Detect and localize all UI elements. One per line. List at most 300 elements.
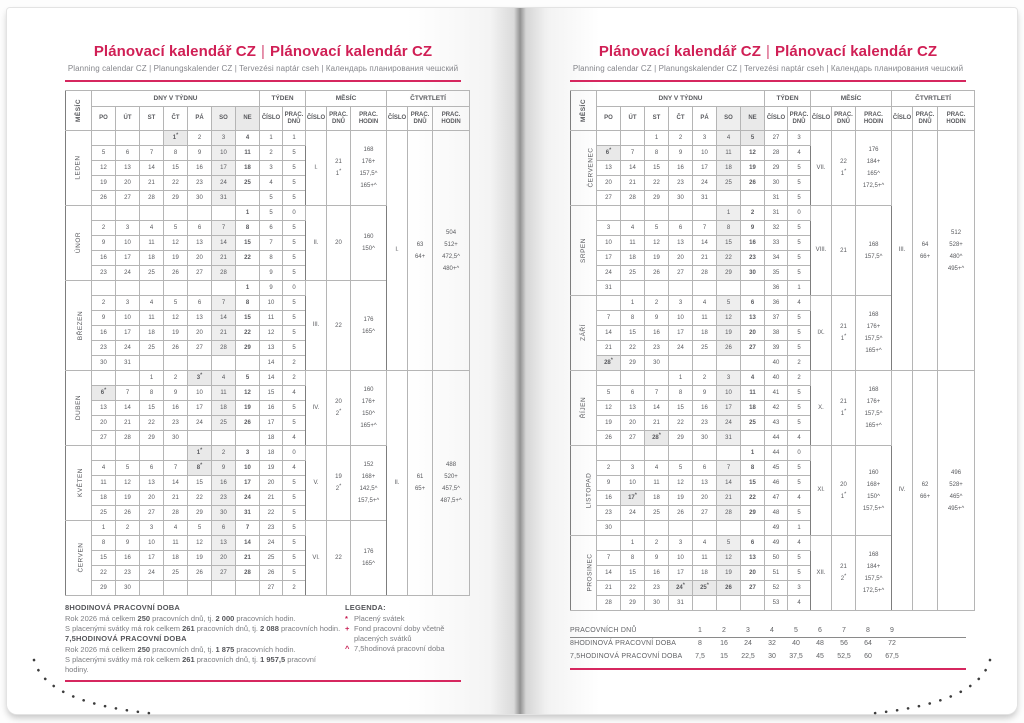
day-cell: 25	[645, 506, 669, 521]
day-cell: 28	[693, 266, 717, 281]
notes-line	[65, 655, 341, 675]
day-cell: 27	[693, 506, 717, 521]
day-cell: 14	[164, 476, 188, 491]
week-number-cell: 48	[765, 506, 788, 521]
day-cell: 31	[669, 596, 693, 611]
week-workdays-cell: 0	[283, 281, 306, 296]
month-workdays-cell: 21 1*	[327, 131, 351, 206]
day-cell: 2	[741, 206, 765, 221]
day-cell: 5	[188, 521, 212, 536]
day-cell: 21	[621, 176, 645, 191]
day-cell: 19	[188, 551, 212, 566]
day-cell: 22	[236, 251, 260, 266]
week-number-cell: 2	[260, 146, 283, 161]
week-number-cell: 32	[765, 221, 788, 236]
day-cell: 30	[597, 521, 621, 536]
day-cell-empty	[717, 596, 741, 611]
day-cell-empty	[597, 296, 621, 311]
month-workhours-cell: 168 176+ 157,5^ 165+^	[351, 131, 387, 206]
day-cell-empty	[188, 206, 212, 221]
day-cell: 27	[188, 266, 212, 281]
day-cell-empty	[741, 356, 765, 371]
day-cell-empty	[140, 446, 164, 461]
conversion-label: PRACOVNÍCH DNŮ	[570, 624, 688, 637]
day-cell: 7	[116, 386, 140, 401]
day-cell: 4	[140, 221, 164, 236]
day-cell: 25	[164, 566, 188, 581]
day-cell: 13	[621, 401, 645, 416]
conversion-value: 9	[880, 624, 904, 637]
table-head	[571, 91, 975, 131]
month-numeral-cell: XI.	[811, 446, 832, 536]
day-cell: 17	[597, 251, 621, 266]
week-workdays-cell: 5	[283, 491, 306, 506]
month-label-text: DUBEN	[75, 394, 83, 421]
day-cell-empty	[669, 206, 693, 221]
month-label	[66, 206, 92, 281]
week-workdays-cell: 4	[788, 491, 811, 506]
month-label	[571, 536, 597, 611]
week-workdays-cell: 5	[788, 476, 811, 491]
day-cell: 3	[621, 461, 645, 476]
month-label-text: ŘÍJEN	[580, 396, 587, 419]
conversion-value: 45	[816, 653, 824, 660]
day-cell: 23	[597, 506, 621, 521]
day-cell-empty	[212, 281, 236, 296]
day-cell: 18	[140, 326, 164, 341]
notes-line	[65, 624, 341, 634]
page-left-content	[65, 8, 461, 682]
week-row	[571, 371, 975, 386]
day-cell: 29	[188, 506, 212, 521]
month-numeral-cell: II.	[306, 206, 327, 281]
day-cell: 31	[693, 191, 717, 206]
day-cell: 9	[164, 386, 188, 401]
day-cell: 22	[621, 341, 645, 356]
days-group-header: DNY V TÝDNU	[92, 91, 260, 107]
notes-segment: pracovních dnů, tj.	[150, 614, 216, 623]
day-cell: 27	[140, 506, 164, 521]
day-cell: 1	[621, 536, 645, 551]
day-cell: 23	[92, 266, 116, 281]
week-workdays-cell: 0	[283, 206, 306, 221]
legend	[341, 603, 461, 675]
week-workdays-cell: 5	[283, 521, 306, 536]
day-cell: 11	[621, 236, 645, 251]
day-cell: 12	[188, 536, 212, 551]
month-workhours-cell: 160 168+ 150^ 157,5+^	[856, 446, 892, 536]
week-number-cell: 37	[765, 311, 788, 326]
notes-line	[65, 614, 341, 624]
day-cell: 16	[92, 251, 116, 266]
day-cell: 20	[693, 491, 717, 506]
day-cell: 5	[236, 371, 260, 386]
day-cell: 8	[621, 551, 645, 566]
week-number-cell: 39	[765, 341, 788, 356]
day-cell: 1	[669, 371, 693, 386]
page-right	[520, 8, 1017, 714]
conversion-value: 32	[768, 640, 776, 648]
day-cell: 25	[717, 176, 741, 191]
stat-column-header: ČÍSLO	[387, 107, 408, 131]
day-cell-empty	[621, 206, 645, 221]
month-label	[66, 281, 92, 371]
bottom-rule-right	[570, 668, 966, 670]
conversion-row	[570, 637, 966, 650]
notes-segment: 2 088	[260, 624, 279, 633]
day-cell: 18	[693, 326, 717, 341]
stat-column-header: ČÍSLO	[306, 107, 327, 131]
day-cell-empty	[741, 281, 765, 296]
day-cell: 24	[669, 341, 693, 356]
week-group-header: TÝDEN	[260, 91, 306, 107]
day-cell: 14	[717, 476, 741, 491]
day-cell: 8	[236, 296, 260, 311]
week-workdays-cell: 5	[283, 536, 306, 551]
stat-column-header: PRAC. HODIN	[856, 107, 892, 131]
day-cell: 31	[116, 356, 140, 371]
week-number-cell: 26	[260, 566, 283, 581]
week-number-cell: 8	[260, 251, 283, 266]
day-cell: 14	[597, 326, 621, 341]
day-cell: 25*	[693, 581, 717, 596]
day-cell: 14	[212, 311, 236, 326]
day-cell: 16	[669, 161, 693, 176]
day-cell: 8	[236, 221, 260, 236]
month-workhours-cell: 176 165^	[351, 281, 387, 371]
day-cell-empty	[92, 131, 116, 146]
day-cell-empty	[164, 356, 188, 371]
week-number-cell: 18	[260, 431, 283, 446]
month-workdays-cell: 19 2*	[327, 446, 351, 521]
day-name-header: NE	[741, 107, 765, 131]
day-cell: 26	[645, 266, 669, 281]
quarter-numeral-cell: III.	[892, 131, 913, 371]
day-cell: 30	[741, 266, 765, 281]
day-cell: 7	[236, 521, 260, 536]
day-cell: 8	[741, 461, 765, 476]
week-workdays-cell: 5	[788, 566, 811, 581]
day-cell-empty	[140, 581, 164, 596]
day-cell: 27	[669, 266, 693, 281]
day-cell: 22	[188, 491, 212, 506]
day-cell: 5	[92, 146, 116, 161]
week-workdays-cell: 4	[788, 296, 811, 311]
quarter-workhours-cell: 496 528+ 465^ 495+^	[938, 371, 975, 611]
week-number-cell: 11	[260, 311, 283, 326]
day-cell: 12	[645, 236, 669, 251]
day-cell: 12	[717, 551, 741, 566]
day-cell: 24	[116, 266, 140, 281]
week-workdays-cell: 2	[283, 371, 306, 386]
month-workdays-cell: 21	[832, 206, 856, 296]
legend-symbol: *	[345, 614, 348, 623]
day-cell: 11	[645, 476, 669, 491]
month-workdays-cell: 21 1*	[832, 296, 856, 371]
day-cell: 22	[645, 176, 669, 191]
day-cell: 14	[140, 161, 164, 176]
week-number-cell: 18	[260, 446, 283, 461]
day-cell-empty	[597, 131, 621, 146]
title-czech: Plánovací kalendář CZ	[598, 43, 761, 60]
legend-symbol: ^	[345, 644, 350, 653]
day-cell: 25	[92, 506, 116, 521]
day-cell-empty	[741, 431, 765, 446]
quarter-workdays-cell: 61 65+	[408, 371, 433, 596]
day-cell-empty	[164, 446, 188, 461]
month-label-text: BŘEZEN	[77, 310, 85, 340]
day-cell-empty	[645, 281, 669, 296]
month-numeral-cell: VIII.	[811, 206, 832, 296]
legend-text: 7,5hodinová pracovní doba	[354, 644, 445, 653]
day-cell: 7	[597, 311, 621, 326]
month-label	[66, 446, 92, 521]
day-cell: 7	[212, 296, 236, 311]
day-cell-empty	[693, 596, 717, 611]
month-label	[66, 131, 92, 206]
header-group-row	[66, 91, 470, 107]
week-workdays-cell: 5	[283, 566, 306, 581]
week-workdays-cell: 5	[283, 416, 306, 431]
day-cell: 9	[645, 551, 669, 566]
day-cell: 30	[645, 596, 669, 611]
day-cell: 21	[717, 491, 741, 506]
month-workdays-cell: 20 2*	[327, 371, 351, 446]
week-number-cell: 3	[260, 161, 283, 176]
day-name-header: ÚT	[116, 107, 140, 131]
legend-symbol: +	[345, 624, 350, 633]
day-cell: 8	[669, 386, 693, 401]
day-cell: 20	[188, 326, 212, 341]
day-cell-empty	[645, 521, 669, 536]
day-cell: 27	[92, 431, 116, 446]
stat-column-header: ČÍSLO	[260, 107, 283, 131]
day-cell: 16	[741, 236, 765, 251]
day-cell: 3*	[188, 371, 212, 386]
day-cell: 19	[669, 491, 693, 506]
day-cell: 21	[140, 176, 164, 191]
day-cell: 9	[693, 386, 717, 401]
day-cell-empty	[669, 281, 693, 296]
week-workdays-cell: 3	[788, 131, 811, 146]
day-cell: 19	[717, 566, 741, 581]
day-cell: 26	[717, 581, 741, 596]
day-cell-empty	[116, 371, 140, 386]
day-cell: 17	[717, 401, 741, 416]
stat-column-header: PRAC. DNŮ	[832, 107, 856, 131]
title-slovak: Plánovací kalendár CZ	[270, 43, 433, 60]
day-cell: 31	[236, 506, 260, 521]
day-cell-empty	[597, 536, 621, 551]
notes-line	[65, 645, 341, 655]
week-number-cell: 5	[260, 191, 283, 206]
conversion-value: 56	[840, 640, 848, 648]
day-cell: 17	[116, 326, 140, 341]
week-number-cell: 43	[765, 416, 788, 431]
calendar-table-right	[570, 90, 966, 611]
day-cell: 30	[164, 431, 188, 446]
filler-cell	[904, 650, 966, 663]
week-number-cell: 9	[260, 281, 283, 296]
day-cell: 14	[236, 536, 260, 551]
day-cell: 10	[669, 311, 693, 326]
week-workdays-cell: 4	[788, 431, 811, 446]
notes-heading: 7,5HODINOVÁ PRACOVNÍ DOBA	[65, 634, 187, 643]
week-workdays-cell: 5	[283, 341, 306, 356]
month-label-text: ÚNOR	[74, 231, 82, 254]
day-cell: 12	[669, 476, 693, 491]
day-cell: 21	[597, 341, 621, 356]
conversion-value: 37,5	[789, 653, 803, 660]
day-cell: 24	[693, 176, 717, 191]
day-cell: 5	[597, 386, 621, 401]
day-cell-empty	[717, 281, 741, 296]
day-cell: 24	[621, 506, 645, 521]
month-label	[571, 371, 597, 446]
month-label-text: KVĚTEN	[77, 467, 85, 498]
day-cell-empty	[116, 131, 140, 146]
page-title-right	[570, 8, 966, 60]
day-cell: 18	[693, 566, 717, 581]
day-cell: 18	[741, 401, 765, 416]
day-cell: 8	[645, 146, 669, 161]
day-cell: 5	[116, 461, 140, 476]
day-name-header: ČT	[164, 107, 188, 131]
day-cell: 25	[212, 416, 236, 431]
day-cell: 10	[693, 146, 717, 161]
week-workdays-cell: 1	[788, 281, 811, 296]
day-cell: 5	[645, 221, 669, 236]
day-cell: 5	[669, 461, 693, 476]
day-cell: 3	[116, 221, 140, 236]
day-cell: 1*	[164, 131, 188, 146]
title-czech: Plánovací kalendář CZ	[93, 43, 256, 60]
day-cell: 25	[693, 341, 717, 356]
month-workdays-cell: 21 2*	[832, 536, 856, 611]
conversion-value: 22,5	[741, 653, 755, 660]
week-number-cell: 17	[260, 416, 283, 431]
day-cell: 4	[236, 131, 260, 146]
stat-column-header: PRAC. HODIN	[351, 107, 387, 131]
day-cell: 22	[140, 416, 164, 431]
day-name-header: SO	[717, 107, 741, 131]
notes-segment: 250	[137, 614, 151, 623]
day-cell-empty	[597, 446, 621, 461]
day-cell: 18	[621, 251, 645, 266]
week-workdays-cell: 1	[283, 131, 306, 146]
day-cell: 18	[92, 491, 116, 506]
page-subtitle-right: Planning calendar CZ | Planungskalender CZ | Tervezési naptár cseh | Календарь планирования чешский	[572, 64, 964, 73]
day-cell: 14	[621, 161, 645, 176]
day-cell: 9	[669, 146, 693, 161]
week-number-cell: 29	[765, 161, 788, 176]
day-cell-empty	[188, 281, 212, 296]
day-cell: 11	[693, 311, 717, 326]
day-cell: 6	[669, 221, 693, 236]
day-cell: 4	[140, 296, 164, 311]
day-cell: 1	[92, 521, 116, 536]
quarter-group-header: ČTVRTLETÍ	[892, 91, 975, 107]
day-cell: 7	[140, 146, 164, 161]
day-cell: 13	[188, 311, 212, 326]
month-numeral-cell: IV.	[306, 371, 327, 446]
conversion-value: 8	[856, 624, 880, 637]
day-cell: 29	[741, 506, 765, 521]
week-number-cell: 46	[765, 476, 788, 491]
day-cell: 10	[669, 551, 693, 566]
month-label-text: LEDEN	[75, 155, 82, 180]
day-cell-empty	[717, 356, 741, 371]
day-cell: 23	[741, 251, 765, 266]
week-number-cell: 9	[260, 266, 283, 281]
day-cell: 11	[92, 476, 116, 491]
day-cell: 2	[645, 296, 669, 311]
legend-text: Placený svátek	[354, 614, 405, 623]
month-numeral-cell: VII.	[811, 131, 832, 206]
notes-segment: 1 875	[215, 645, 235, 654]
day-cell: 23	[188, 176, 212, 191]
conversion-row	[570, 624, 966, 637]
day-cell: 19	[645, 251, 669, 266]
week-number-cell: 25	[260, 551, 283, 566]
conversion-value: 5	[784, 624, 808, 637]
day-cell-empty	[717, 521, 741, 536]
day-cell-empty	[236, 191, 260, 206]
day-cell: 11	[741, 386, 765, 401]
day-cell: 28*	[597, 356, 621, 371]
day-cell: 26	[717, 341, 741, 356]
week-workdays-cell: 5	[788, 251, 811, 266]
day-cell: 23	[116, 566, 140, 581]
filler-cell	[904, 624, 966, 637]
week-number-cell: 10	[260, 296, 283, 311]
week-number-cell: 51	[765, 566, 788, 581]
day-cell: 10	[597, 236, 621, 251]
legend-item	[345, 644, 461, 654]
day-cell: 30	[116, 581, 140, 596]
day-cell: 2	[116, 521, 140, 536]
day-cell: 12	[164, 236, 188, 251]
day-cell: 1	[140, 371, 164, 386]
week-workdays-cell: 5	[788, 506, 811, 521]
month-label-text: LISTOPAD	[585, 472, 593, 508]
notes-segment: S placenými svátky má rok celkem	[65, 624, 183, 633]
day-cell: 18	[236, 161, 260, 176]
week-number-cell: 52	[765, 581, 788, 596]
day-cell: 2	[164, 371, 188, 386]
day-cell: 11	[140, 236, 164, 251]
month-group-header: MĚSÍC	[811, 91, 892, 107]
day-cell: 25	[140, 266, 164, 281]
day-cell: 9	[597, 476, 621, 491]
table-head	[66, 91, 470, 131]
conversion-value: 48	[816, 640, 824, 648]
day-cell: 10	[621, 476, 645, 491]
notes-segment: pracovních hodin.	[278, 624, 341, 633]
week-workdays-cell: 5	[283, 551, 306, 566]
day-cell: 10	[140, 536, 164, 551]
day-cell: 9	[92, 311, 116, 326]
notes-segment: pracovních dnů, tj.	[194, 624, 261, 633]
day-cell-empty	[669, 446, 693, 461]
week-number-cell: 30	[765, 176, 788, 191]
day-cell: 15	[140, 401, 164, 416]
day-cell: 23	[212, 491, 236, 506]
week-number-cell: 15	[260, 386, 283, 401]
stat-column-header: PRAC. DNŮ	[913, 107, 938, 131]
week-workdays-cell: 5	[788, 326, 811, 341]
day-cell-empty	[188, 431, 212, 446]
